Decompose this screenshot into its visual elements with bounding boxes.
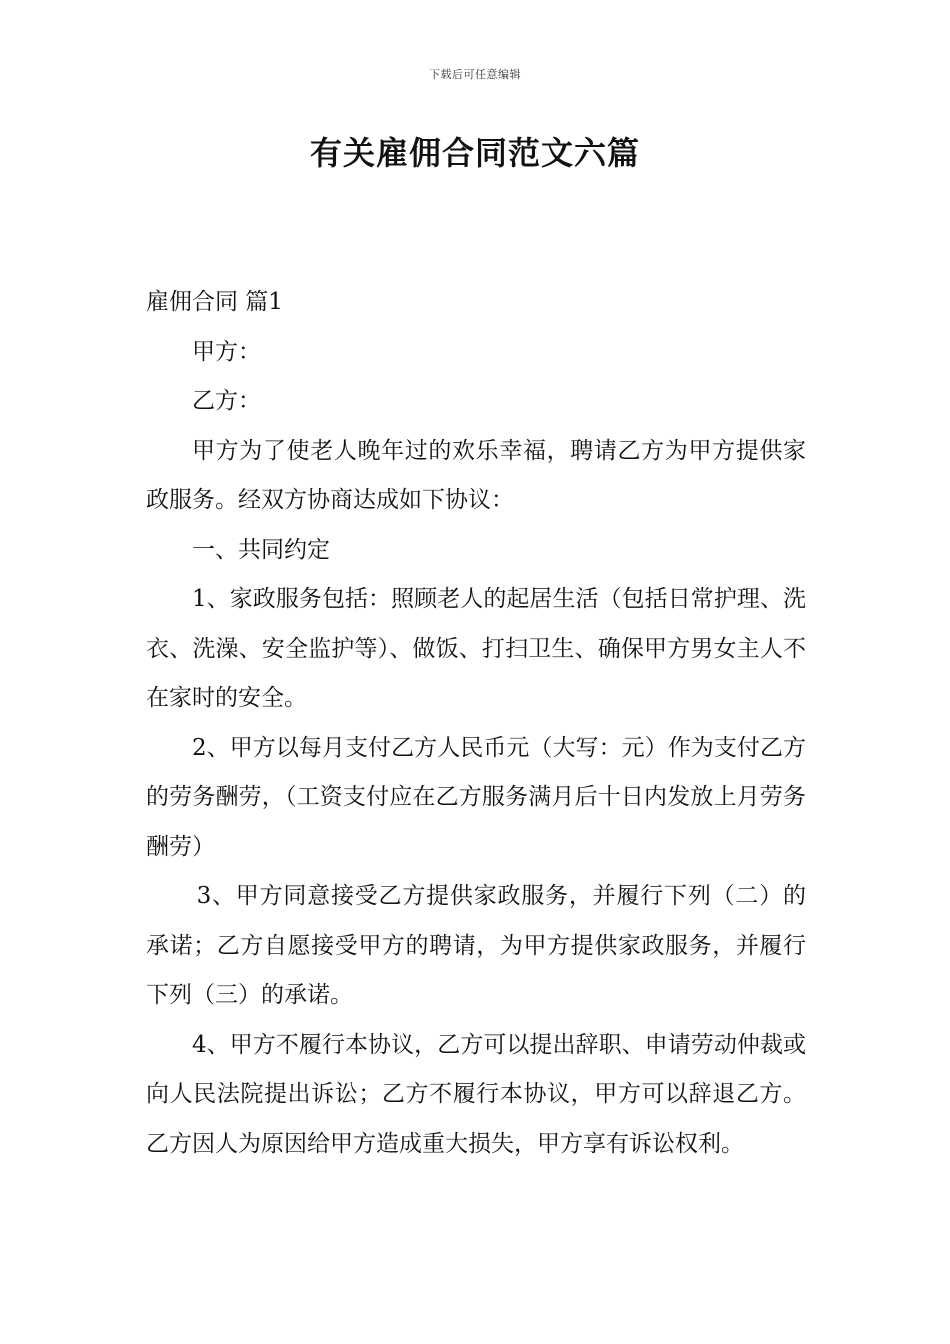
paragraph-clause-3: 3、甲方同意接受乙方提供家政服务，并履行下列（二）的承诺；乙方自愿接受甲方的聘请，为甲方提供家政服务，并履行下列（三）的承诺。 bbox=[146, 883, 806, 1008]
section-heading: 雇佣合同 篇1 bbox=[146, 289, 283, 315]
paragraph-intro: 甲方为了使老人晚年过的欢乐幸福，聘请乙方为甲方提供家政服务。经双方协商达成如下协议： bbox=[146, 437, 806, 513]
party-b-line: 乙方： bbox=[192, 388, 261, 414]
paragraph-heading-common: 一、共同约定 bbox=[192, 536, 330, 563]
paragraph-clause-2: 2、甲方以每月支付乙方人民币元（大写：元）作为支付乙方的劳务酬劳，（工资支付应在乙方服务满月后十日内发放上月劳务酬劳） bbox=[146, 734, 806, 860]
paragraph-clause-1: 1、家政服务包括：照顾老人的起居生活（包括日常护理、洗衣、洗澡、安全监护等）、做饭、打扫卫生、确保甲方男女主人不在家时的安全。 bbox=[146, 586, 806, 711]
party-a-line: 甲方： bbox=[192, 338, 261, 365]
paragraph-clause-4: 4、甲方不履行本协议，乙方可以提出辞职、申请劳动仲裁或向人民法院提出诉讼；乙方不履行本协议，甲方可以辞退乙方。乙方因人为原因给甲方造成重大损失，甲方享有诉讼权利。 bbox=[146, 1031, 806, 1157]
header-note: 下载后可任意编辑 bbox=[429, 68, 521, 81]
document-body bbox=[146, 278, 806, 1169]
document-title: 有关雇佣合同范文六篇 bbox=[309, 134, 640, 172]
